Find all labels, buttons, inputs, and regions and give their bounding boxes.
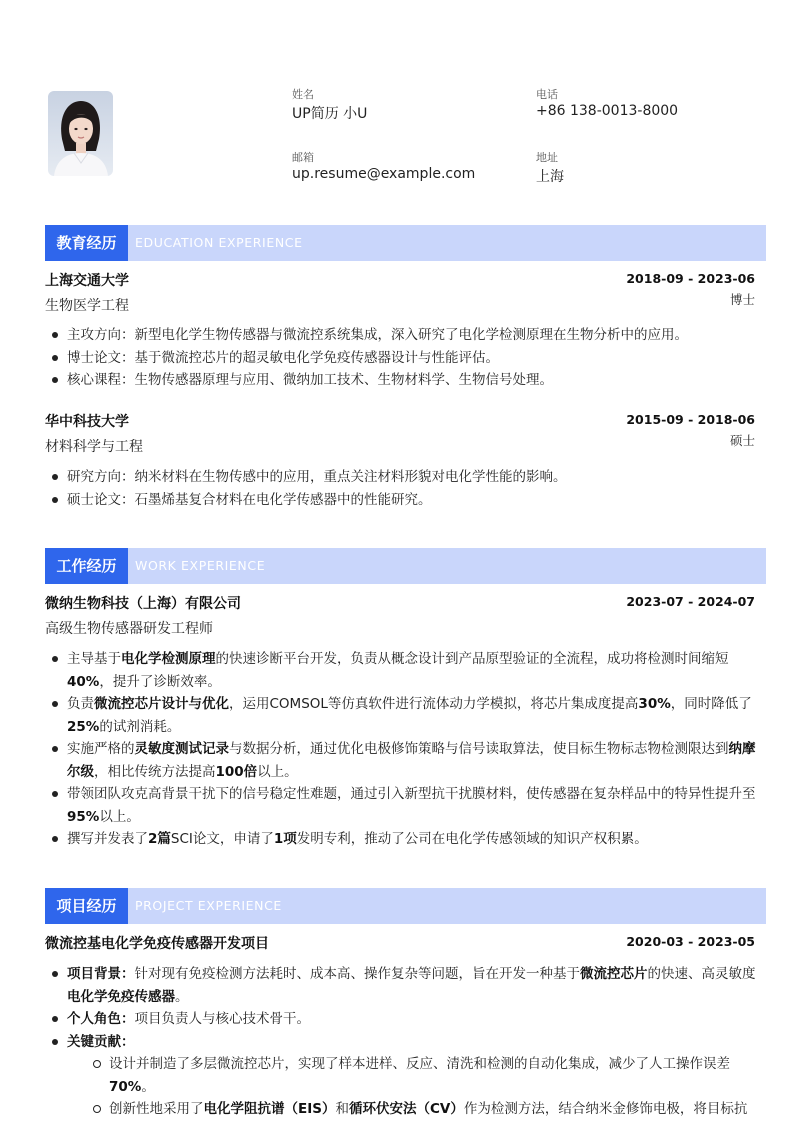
list-item: 设计并制造了多层微流控芯片，实现了样本进样、反应、清洗和检测的自动化集成，减少了人工操作误差70%。 [67,1053,760,1098]
name-value: UP简历 小U [292,106,368,122]
list-item: 创新性地采用了电化学阻抗谱（EIS）和循环伏安法（CV）作为检测方法，结合纳米金修饰电极，将目标抗 [67,1098,760,1121]
address-label: 地址 [536,151,558,164]
list-item: 关键贡献： 设计并制造了多层微流控芯片，实现了样本进样、反应、清洗和检测的自动化集成，减少了人工操作误差70%。 创新性地采用了电化学阻抗谱（EIS）和循环伏安法（CV）作为检测方法，结合纳米金修饰电极，将目标抗 [45,1031,760,1121]
project-title: 项目经历 [45,888,128,924]
address-value: 上海 [536,169,564,185]
project-section-bar [45,888,766,924]
company-name: 微纳生物科技（上海）有限公司 [45,596,241,612]
education-bullets [45,466,760,511]
school-name: 华中科技大学 [45,414,129,430]
work-title-en: WORK EXPERIENCE [135,558,266,573]
list-item: 负责微流控芯片设计与优化，运用COMSOL等仿真软件进行流体动力学模拟，将芯片集成度提高30%，同时降低了25%的试剂消耗。 [45,693,760,738]
list-item: 主攻方向：新型电化学生物传感器与微流控系统集成，深入研究了电化学检测原理在生物分析中的应用。 [45,324,760,347]
work-section-bar [45,548,766,584]
list-item: 撰写并发表了2篇SCI论文，申请了1项发明专利，推动了公司在电化学传感领域的知识产权积累。 [45,828,760,851]
name-label: 姓名 [292,88,314,101]
list-item: 主导基于电化学检测原理的快速诊断平台开发，负责从概念设计到产品原型验证的全流程，成功将检测时间缩短40%，提升了诊断效率。 [45,648,760,693]
major: 材料科学与工程 [45,439,143,455]
list-item: 硕士论文：石墨烯基复合材料在电化学传感器中的性能研究。 [45,489,760,512]
education-date: 2018-09 - 2023-06 [626,271,755,286]
education-title-en: EDUCATION EXPERIENCE [135,235,303,250]
list-item: 带领团队攻克高背景干扰下的信号稳定性难题，通过引入新型抗干扰膜材料，使传感器在复杂样品中的特异性提升至95%以上。 [45,783,760,828]
project-bullets [45,963,760,1121]
education-bullets [45,324,760,392]
school-name: 上海交通大学 [45,273,129,289]
education-title: 教育经历 [45,225,128,261]
list-item: 实施严格的灵敏度测试记录与数据分析，通过优化电极修饰策略与信号读取算法，使目标生物标志物检测限达到纳摩尔级，相比传统方法提高100倍以上。 [45,738,760,783]
degree: 硕士 [729,433,755,448]
key-contributions-list [67,1053,760,1121]
resume-header [0,0,800,210]
project-date: 2020-03 - 2023-05 [626,934,755,949]
degree: 博士 [729,292,755,307]
work-title: 工作经历 [45,548,128,584]
list-item: 博士论文：基于微流控芯片的超灵敏电化学免疫传感器设计与性能评估。 [45,347,760,370]
work-date: 2023-07 - 2024-07 [626,594,755,609]
email-label: 邮箱 [292,151,314,164]
list-item: 个人角色：项目负责人与核心技术骨干。 [45,1008,760,1031]
phone-label: 电话 [536,88,558,101]
major: 生物医学工程 [45,298,129,314]
avatar [48,91,113,176]
list-item: 项目背景：针对现有免疫检测方法耗时、成本高、操作复杂等问题，旨在开发一种基于微流控芯片的快速、高灵敏度电化学免疫传感器。 [45,963,760,1008]
list-item: 核心课程：生物传感器原理与应用、微纳加工技术、生物材料学、生物信号处理。 [45,369,760,392]
project-title-en: PROJECT EXPERIENCE [135,898,282,913]
position: 高级生物传感器研发工程师 [45,621,213,637]
project-name: 微流控基电化学免疫传感器开发项目 [45,936,269,952]
phone-value: +86 138-0013-8000 [536,103,679,119]
email-value: up.resume@example.com [292,166,476,182]
list-item: 研究方向：纳米材料在生物传感中的应用，重点关注材料形貌对电化学性能的影响。 [45,466,760,489]
work-bullets [45,648,760,851]
education-section-bar [45,225,766,261]
education-date: 2015-09 - 2018-06 [626,412,755,427]
